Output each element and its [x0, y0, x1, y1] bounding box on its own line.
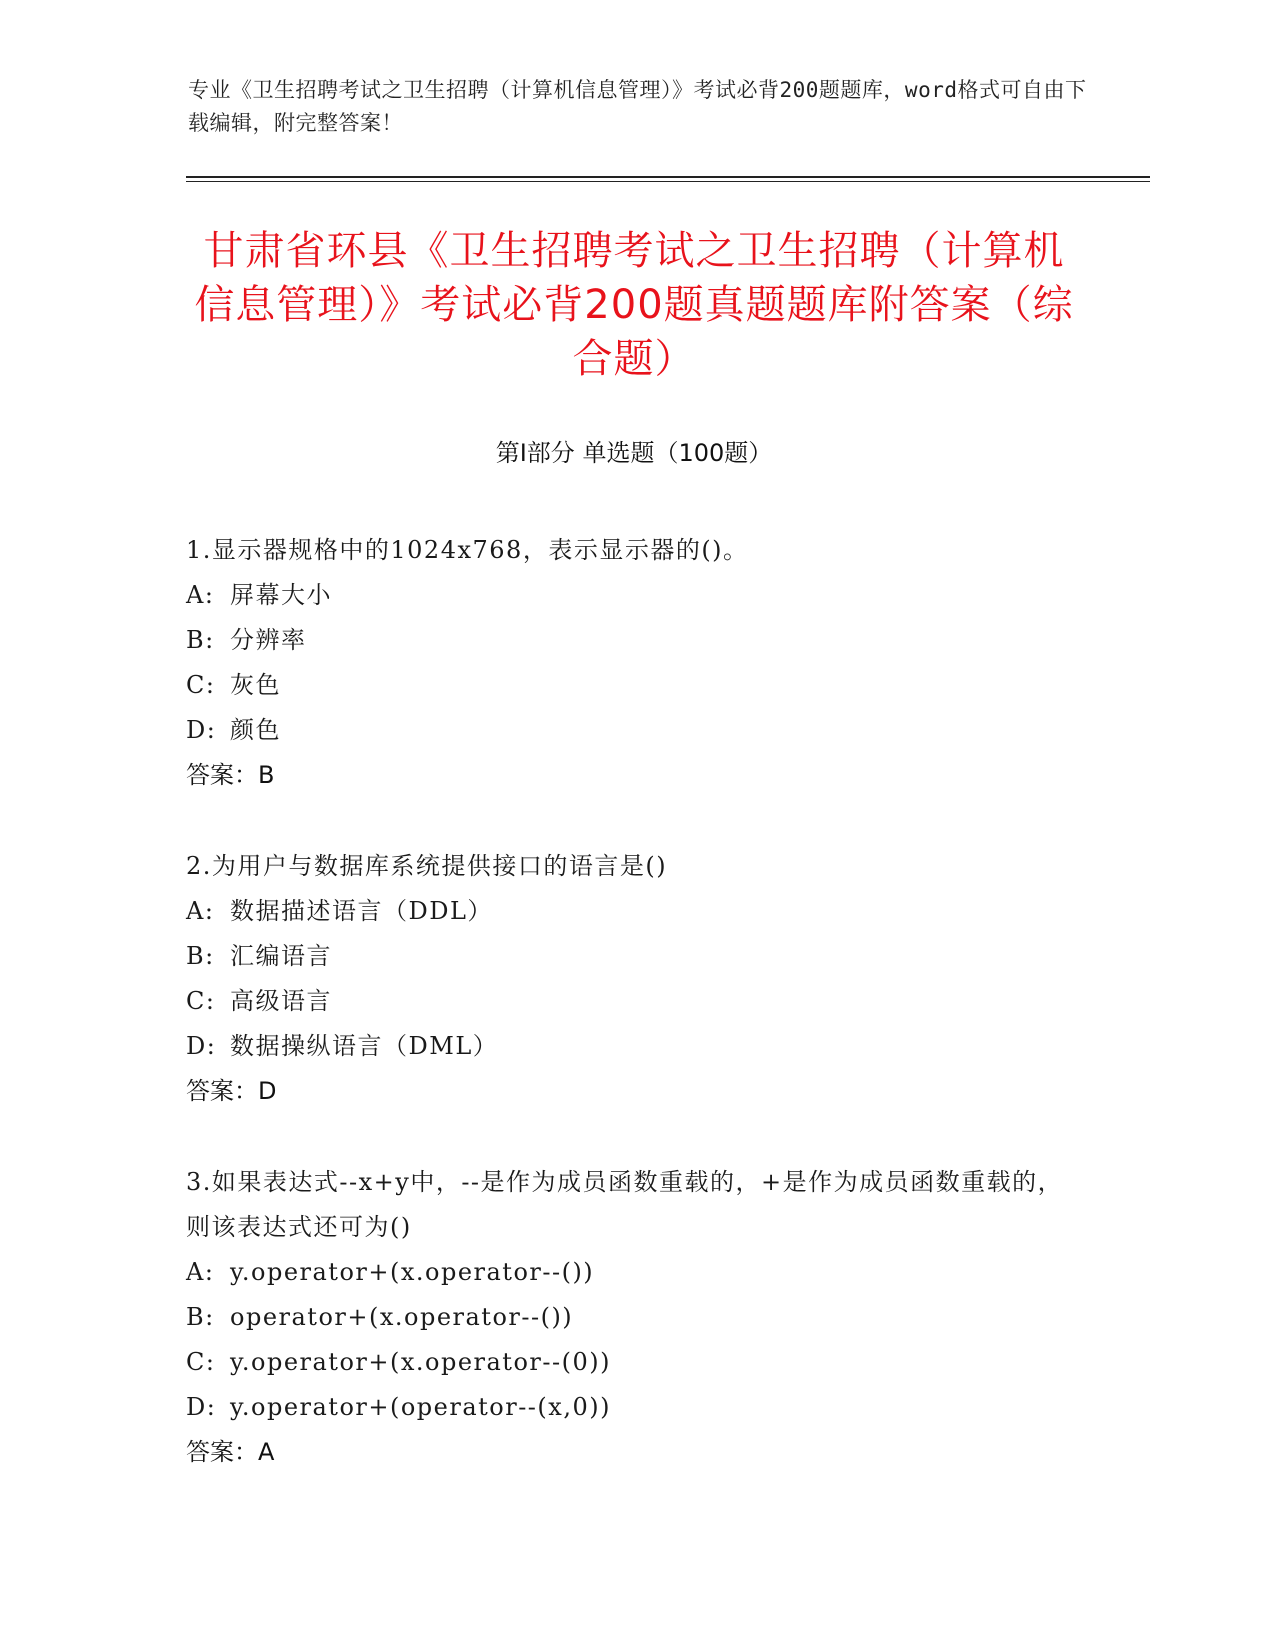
question-list [186, 528, 1066, 1521]
option-d [186, 708, 1066, 753]
option-key: D: [186, 1393, 217, 1421]
document-title: 甘肃省环县《卫生招聘考试之卫生招聘（计算机信息管理）》考试必背200题真题题库附答案（综合题） [194, 228, 1074, 382]
option-text: y.operator+(x.operator--()) [230, 1258, 595, 1286]
option-d [186, 1385, 1066, 1430]
option-d [186, 1024, 1066, 1069]
option-a [186, 573, 1066, 618]
answer: 答案：D [186, 1077, 277, 1105]
option-key: C: [186, 987, 216, 1015]
option-c [186, 663, 1066, 708]
option-text: 汇编语言 [230, 942, 332, 970]
section-title: 第Ⅰ部分 单选题（100题） [495, 439, 773, 467]
option-c [186, 1340, 1066, 1385]
option-a [186, 889, 1066, 934]
option-key: B: [186, 942, 215, 970]
question-2 [186, 844, 1066, 1114]
header-rule-thin [186, 181, 1150, 182]
option-a [186, 1250, 1066, 1295]
option-text: 数据操纵语言（DML） [230, 1032, 499, 1060]
option-c [186, 979, 1066, 1024]
question-stem: 3.如果表达式--x+y中，--是作为成员函数重载的，+是作为成员函数重载的，则该表达式还可为() [186, 1168, 1064, 1241]
option-b [186, 934, 1066, 979]
option-key: C: [186, 1348, 216, 1376]
option-b [186, 1295, 1066, 1340]
header-note: 专业《卫生招聘考试之卫生招聘（计算机信息管理）》考试必背200题题库，word格式可自由下载编辑，附完整答案！ [188, 78, 1087, 135]
option-key: B: [186, 1303, 215, 1331]
option-key: D: [186, 716, 217, 744]
question-3 [186, 1160, 1066, 1475]
option-key: A: [186, 581, 215, 609]
option-text: 灰色 [230, 671, 281, 699]
option-text: operator+(x.operator--()) [230, 1303, 574, 1331]
option-text: y.operator+(operator--(x,0)) [230, 1393, 611, 1421]
answer: 答案：B [186, 761, 275, 789]
option-text: y.operator+(x.operator--(0)) [230, 1348, 611, 1376]
option-text: 分辨率 [230, 626, 307, 654]
option-text: 屏幕大小 [230, 581, 332, 609]
option-b [186, 618, 1066, 663]
option-text: 高级语言 [230, 987, 332, 1015]
option-key: A: [186, 897, 215, 925]
question-stem: 1.显示器规格中的1024x768，表示显示器的()。 [186, 536, 749, 564]
option-text: 数据描述语言（DDL） [230, 897, 493, 925]
option-key: A: [186, 1258, 215, 1286]
option-key: B: [186, 626, 215, 654]
question-1 [186, 528, 1066, 798]
option-key: C: [186, 671, 216, 699]
answer: 答案：A [186, 1438, 275, 1466]
option-text: 颜色 [230, 716, 281, 744]
option-key: D: [186, 1032, 217, 1060]
question-stem: 2.为用户与数据库系统提供接口的语言是() [186, 852, 668, 880]
header-rule-thick [186, 176, 1150, 178]
